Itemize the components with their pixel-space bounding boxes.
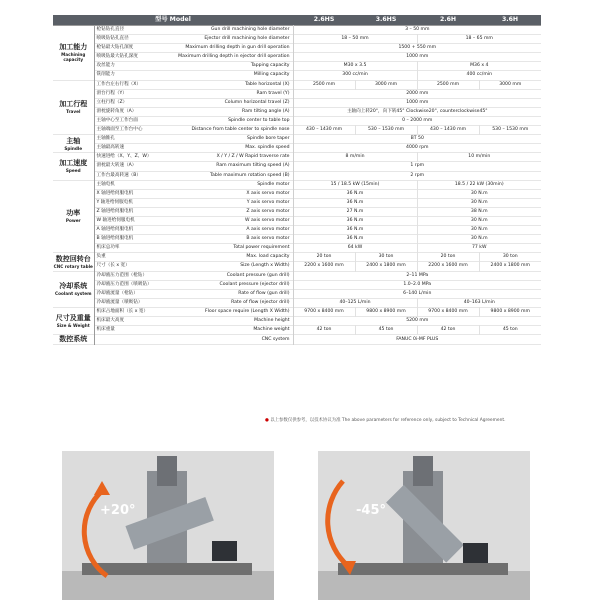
- spec-label-cn: 快速进给（X、Y、Z、W）: [96, 154, 152, 160]
- spec-label-en: Column horizontal travel (Z): [156, 98, 293, 107]
- spec-label-cn: 滑枕最大转速（A）: [96, 163, 137, 169]
- group-label-cn: 加工行程: [59, 100, 88, 109]
- spec-label-en: Spindle center to table top: [156, 116, 293, 125]
- spec-value: 45 ton: [355, 326, 417, 335]
- spec-label-cn: 立柱行程（Z）: [96, 99, 128, 105]
- spec-row: [53, 126, 541, 135]
- angle-label-down: -45°: [356, 503, 386, 518]
- spec-label-en: Total power requirement: [156, 244, 293, 253]
- spec-label-cn: 攻丝能力: [96, 63, 115, 69]
- spec-value: 9800 x 8900 mm: [479, 307, 541, 316]
- spec-value: 8 m/min: [345, 154, 365, 160]
- spec-label-cn: 喷吸钻钻孔直径: [96, 36, 129, 42]
- spec-row: [53, 162, 541, 171]
- machine-illustration-up: [62, 451, 274, 600]
- spec-value: 2400 x 1800 mm: [479, 262, 541, 271]
- spec-value: 1000 mm: [406, 99, 429, 105]
- model-2-6h: 2.6H: [417, 15, 479, 26]
- spec-value: 9800 x 8900 mm: [355, 307, 417, 316]
- spec-label-cn: 冷却液压力范围（枪钻）: [96, 272, 148, 278]
- spec-value: 30 N.m: [417, 216, 541, 225]
- spec-table: [53, 15, 541, 345]
- group-label-cn: 尺寸及重量: [55, 314, 91, 323]
- group-label: [53, 180, 94, 253]
- spec-value: 2 rpm: [410, 172, 425, 178]
- group-label-cn: 数控回转台: [55, 254, 91, 263]
- photo-tilt-down: [318, 451, 530, 600]
- group-label: [53, 307, 94, 334]
- group-label-cn: 数控系统: [59, 335, 88, 344]
- spec-label-cn: 铣削能力: [96, 72, 115, 78]
- group-label-en: Size & Weight: [56, 323, 90, 329]
- spec-value: 64 kW: [347, 245, 363, 251]
- spec-row: [53, 89, 541, 98]
- spec-value: 20 ton: [316, 254, 332, 260]
- group-label-cn: 功率: [66, 209, 81, 218]
- group-label: [53, 271, 94, 307]
- spec-row: [53, 107, 541, 116]
- spec-label-en: Size (Length x Width): [156, 262, 293, 271]
- group-label: [53, 253, 94, 271]
- group-label: [53, 335, 94, 345]
- spec-label-cn: 主轴中心至工作台面: [96, 117, 138, 123]
- spec-label-cn: X 轴进给伺服电机: [96, 190, 134, 196]
- spec-label-en: Floor space require (Length X Width): [156, 307, 293, 316]
- spec-label-en: Milling capacity: [156, 71, 293, 80]
- spec-value: 9700 x 8400 mm: [304, 308, 344, 314]
- spec-label-cn: 滑枕旋转角度（A）: [96, 108, 137, 114]
- spec-label-en: Y axis servo motor: [156, 198, 293, 207]
- spec-value: 30 ton: [355, 253, 417, 262]
- spec-label-en: Table horizontal (X): [156, 80, 293, 89]
- spec-row: [53, 80, 541, 89]
- spec-value: 36 N.m: [346, 199, 364, 205]
- spec-label-cn: 机床占地面积（长 x 宽）: [96, 308, 149, 314]
- spec-label-cn: 机床最大高度: [96, 318, 125, 323]
- spec-value: 36 N.m: [346, 236, 364, 242]
- spec-value: 3000 mm: [479, 80, 541, 89]
- spec-label-cn: 喷吸钻最大钻孔深度: [96, 54, 138, 60]
- spec-row: [53, 198, 541, 207]
- spec-value: 77 kW: [417, 244, 541, 253]
- footnote-bullet: ●: [265, 418, 269, 423]
- spec-row: [53, 53, 541, 62]
- spec-label-en: Max. spindle speed: [156, 144, 293, 153]
- group-label-cn: 加工速度: [59, 159, 88, 168]
- spec-row: [53, 298, 541, 307]
- spec-value: 4000 rpm: [406, 145, 429, 151]
- spec-row: [53, 62, 541, 71]
- model-2-6hs: 2.6HS: [293, 15, 355, 26]
- spec-value: 3000 mm: [355, 80, 417, 89]
- spec-row: [53, 317, 541, 326]
- spec-label-en: Rate of flow (ejector drill): [156, 298, 293, 307]
- spec-label-cn: 滑台行程（Y）: [96, 90, 127, 96]
- spec-value: 42 ton: [316, 327, 332, 333]
- spec-value: 400 cc/min: [417, 71, 541, 80]
- group-label-cn: 冷却系统: [59, 282, 88, 291]
- spec-label-en: X axis servo motor: [156, 189, 293, 198]
- spec-label-en: Ram travel (Y): [156, 89, 293, 98]
- spec-value: 6–140 L/min: [403, 290, 432, 296]
- spec-row: [53, 326, 541, 335]
- spec-value: 3 – 50 mm: [405, 27, 430, 32]
- footnote-text: 以上参数仅供参考，以技术协议为准 The above parameters for reference only, subject to Technical Agreement.: [270, 418, 506, 423]
- spec-value: 18 – 50 mm: [341, 36, 369, 42]
- spec-value: 30 N.m: [417, 189, 541, 198]
- spec-label-en: Maximum drilling depth in ejector drill operation: [156, 53, 293, 62]
- spec-value: 2200 x 1600 mm: [417, 262, 479, 271]
- spec-value: 45 ton: [479, 326, 541, 335]
- group-label: [53, 153, 94, 180]
- group-label-en: Travel: [66, 109, 81, 115]
- spec-value: 2–11 MPa: [406, 272, 429, 278]
- spec-label-en: A axis servo motor: [156, 226, 293, 235]
- spec-row: [53, 335, 541, 345]
- spec-value: 36 N.m: [346, 227, 364, 233]
- spec-row: [53, 235, 541, 244]
- spec-value: M30 x 3.5: [343, 63, 367, 69]
- spec-label-cn: W 轴进给伺服电机: [96, 217, 135, 223]
- spec-value: 1500 + 550 mm: [398, 45, 437, 51]
- spec-value: 10 m/min: [417, 153, 541, 162]
- spec-label-en: Gun drill machining hole diameter: [156, 26, 293, 35]
- spec-row: [53, 135, 541, 144]
- spec-label-cn: 冷却液压力范围（喷吸钻）: [96, 281, 152, 287]
- spec-row: [53, 171, 541, 180]
- spec-label-en: Ram tilting angle (A): [156, 107, 293, 116]
- spec-value: 430 – 1430 mm: [417, 126, 479, 135]
- spec-row: [53, 116, 541, 125]
- spec-label-cn: A 轴进给伺服电机: [96, 227, 134, 233]
- spec-value: 530 – 1530 mm: [355, 126, 417, 135]
- spec-row: [53, 35, 541, 44]
- spec-label-en: B axis servo motor: [156, 235, 293, 244]
- spec-label-en: Distance from table center to spindle nose: [156, 126, 293, 135]
- spec-value: 40–125 L/min: [339, 299, 371, 305]
- spec-row: [53, 153, 541, 162]
- spec-value: 15 / 18.5 kW (15min): [330, 181, 380, 187]
- spec-row: [53, 271, 541, 280]
- spec-label-en: Ram maximum tilting speed (A): [156, 162, 293, 171]
- spec-value: 300 cc/min: [342, 72, 368, 78]
- spec-label-en: X / Y / Z / W Rapid traverse rate: [156, 153, 293, 162]
- spec-label-en: Table maximum rotation speed (B): [156, 171, 293, 180]
- spec-value: 30 N.m: [417, 198, 541, 207]
- spec-body: [53, 26, 541, 345]
- group-label-en: Spindle: [64, 145, 83, 151]
- angle-label-up: +20°: [100, 503, 136, 518]
- spec-row: [53, 207, 541, 216]
- spec-value: M36 x 4: [417, 62, 541, 71]
- spec-label-en: Coolant pressure (ejector drill): [156, 280, 293, 289]
- spec-label-en: W axis servo motor: [156, 216, 293, 225]
- spec-row: [53, 180, 541, 189]
- spec-value: 主轴向上转20°，向下转45° Clockwise20°, counterclockwise45°: [346, 108, 488, 114]
- group-label-en: Machining capacity: [61, 52, 86, 63]
- group-label: [53, 135, 94, 153]
- group-label: [53, 26, 94, 81]
- spec-value: 1000 mm: [406, 54, 429, 60]
- spec-value: 5200 mm: [406, 318, 429, 323]
- footnote: [265, 417, 506, 423]
- spec-label-cn: 冷却液流量（喷吸钻）: [96, 299, 143, 305]
- spec-row: [53, 253, 541, 262]
- spec-label-cn: 冷却液流量（枪钻）: [96, 290, 138, 296]
- spec-row: [53, 262, 541, 271]
- spec-value: 1 rpm: [410, 163, 425, 169]
- spec-value: 18 – 65 mm: [417, 35, 541, 44]
- group-label-en: CNC rotary table: [53, 263, 93, 269]
- spec-row: [53, 189, 541, 198]
- spec-row: [53, 144, 541, 153]
- spec-label-en: Rate of flow (gun drill): [156, 289, 293, 298]
- spec-label-en: Machine weight: [156, 326, 293, 335]
- spec-value: 42 ton: [417, 326, 479, 335]
- spec-label-cn: 负重: [96, 254, 106, 260]
- spec-label-cn: 机床总功率: [96, 245, 120, 251]
- table-header-row: [53, 15, 541, 26]
- spec-label-en: Maximum drilling depth in gun drill operation: [156, 44, 293, 53]
- spec-value: 2200 x 1600 mm: [304, 263, 344, 269]
- spec-value: 38 N.m: [417, 207, 541, 216]
- spec-value: 2500 mm: [312, 81, 336, 87]
- spec-label-en: Max. load capacity: [156, 253, 293, 262]
- spec-label-cn: 枪钻最大钻孔深度: [96, 45, 134, 51]
- spec-label-cn: 主轴端面至工作台中心: [96, 127, 143, 133]
- spec-label-cn: 主轴最高转速: [96, 145, 125, 151]
- model-3-6h: 3.6H: [479, 15, 541, 26]
- spec-row: [53, 98, 541, 107]
- group-label-en: Coolant system: [55, 291, 92, 297]
- model-label: 型号 Model: [53, 15, 293, 26]
- spec-row: [53, 289, 541, 298]
- spec-value: 18.5 / 22 kW (30min): [417, 180, 541, 189]
- spec-row: [53, 216, 541, 225]
- spec-label-cn: 主轴电机: [96, 181, 115, 187]
- spec-label-en: Tapping capacity: [156, 62, 293, 71]
- spec-value: 27 N.m: [346, 208, 364, 214]
- spec-value: 30 ton: [479, 253, 541, 262]
- spec-label-en: Z axis servo motor: [156, 207, 293, 216]
- spec-label-cn: 工作台最高转速（B）: [96, 172, 141, 178]
- spec-value: BT 50: [410, 136, 424, 142]
- spec-label-cn: 机床重量: [96, 327, 115, 333]
- spec-value: 30 N.m: [417, 226, 541, 235]
- spec-value: 40–163 L/min: [417, 298, 541, 307]
- spec-row: [53, 71, 541, 80]
- spec-value: 2400 x 1800 mm: [355, 262, 417, 271]
- spec-row: [53, 26, 541, 35]
- spec-label-cn: 工作台左右行程（X）: [96, 81, 141, 87]
- spec-label-en: Machine height: [156, 317, 293, 326]
- spec-value: 36 N.m: [346, 217, 364, 223]
- spec-label-cn: Z 轴进给伺服电机: [96, 208, 134, 214]
- group-label-en: Power: [65, 218, 81, 224]
- spec-label-en: Coolant pressure (gun drill): [156, 271, 293, 280]
- spec-row: [53, 44, 541, 53]
- spec-value: 9700 x 8400 mm: [417, 307, 479, 316]
- spec-row: [53, 307, 541, 316]
- spec-value: 36 N.m: [346, 190, 364, 196]
- photo-tilt-up: [62, 451, 274, 600]
- spec-label-cn: 尺寸（长 x 宽）: [96, 263, 130, 269]
- spec-label-cn: 主轴锥孔: [96, 136, 115, 142]
- spec-value: 1.0–2.0 MPa: [403, 281, 432, 287]
- spec-label-en: Spindle motor: [156, 180, 293, 189]
- spec-value: 2500 mm: [417, 80, 479, 89]
- spec-value: FANUC 0i-MF PLUS: [396, 336, 439, 342]
- spec-label-cn: 枪钻钻孔直径: [96, 27, 125, 32]
- group-label: [53, 80, 94, 135]
- machine-illustration-down: [318, 451, 530, 600]
- spec-label-en: CNC system: [156, 335, 293, 345]
- spec-value: 0 – 2000 mm: [402, 117, 433, 123]
- spec-value: 20 ton: [417, 253, 479, 262]
- spec-value: 30 N.m: [417, 235, 541, 244]
- spec-label-cn: B 轴进给伺服电机: [96, 236, 134, 242]
- spec-label-en: Spindle bore taper: [156, 135, 293, 144]
- spec-row: [53, 244, 541, 253]
- spec-label-cn: Y 轴进给伺服电机: [96, 199, 133, 205]
- spec-value: 2000 mm: [406, 90, 429, 96]
- spec-label-cn: [94, 335, 156, 345]
- spec-value: 430 – 1430 mm: [305, 127, 343, 133]
- spec-label-en: Ejector drill machining hole diameter: [156, 35, 293, 44]
- model-3-6hs: 3.6HS: [355, 15, 417, 26]
- group-label-en: Speed: [65, 168, 81, 174]
- spec-value: 530 – 1530 mm: [479, 126, 541, 135]
- spec-row: [53, 280, 541, 289]
- group-label-cn: 主轴: [66, 136, 81, 145]
- group-label-cn: 加工能力: [59, 43, 88, 52]
- spec-row: [53, 226, 541, 235]
